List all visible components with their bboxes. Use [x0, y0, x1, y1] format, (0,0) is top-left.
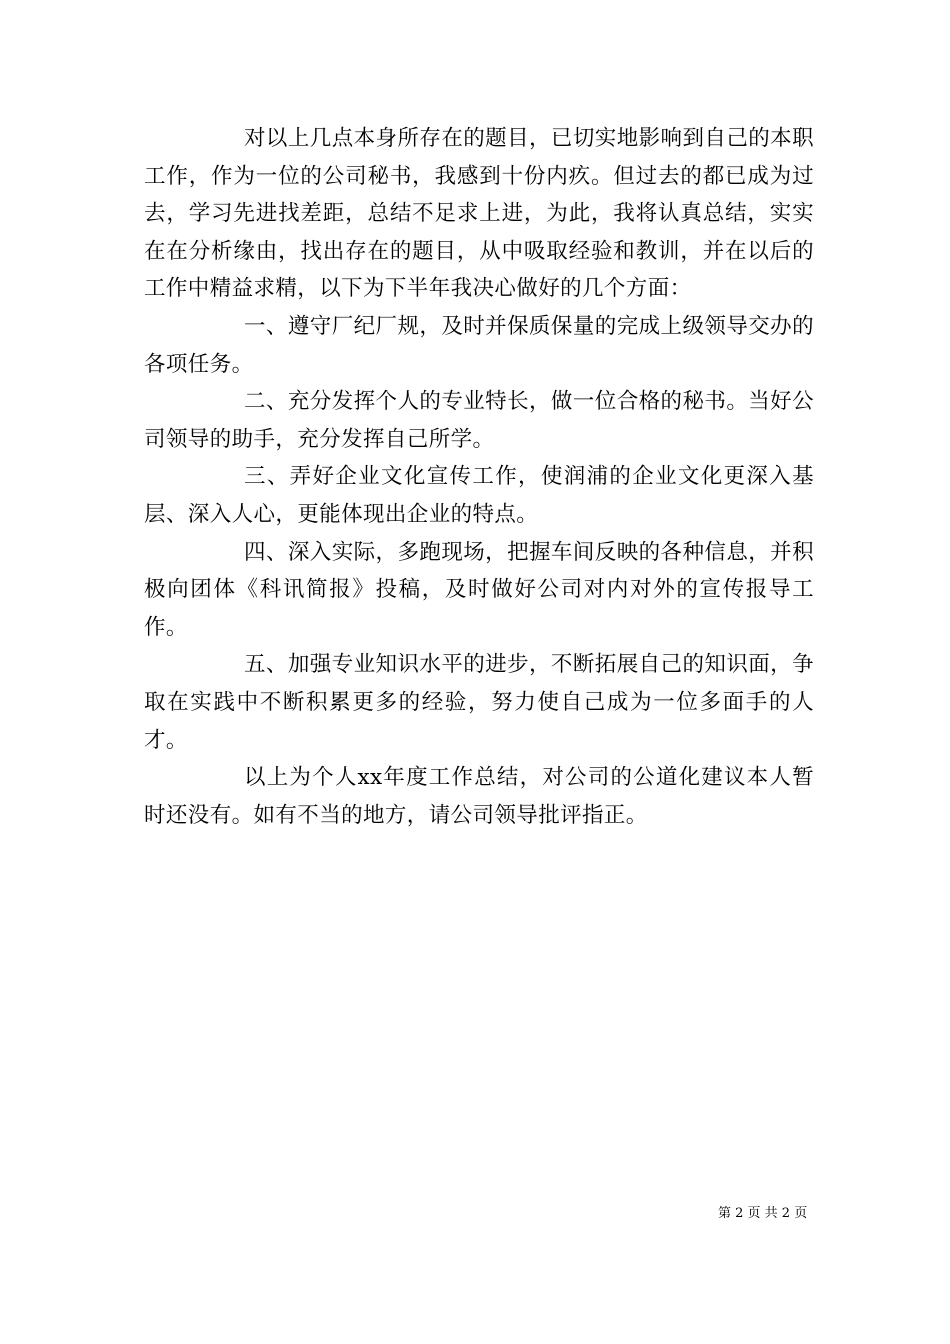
document-body — [144, 120, 814, 834]
paragraph-item-1: 一、遵守厂纪厂规，及时并保质保量的完成上级领导交办的各项任务。 — [144, 313, 814, 377]
paragraph-intro: 对以上几点本身所存在的题目，已切实地影响到自己的本职工作，作为一位的公司秘书，我感到十份内疚。但过去的都已成为过去，学习先进找差距，总结不足求上进，为此，我将认真总结，实实在在分析缘由，找出存在的题目，从中吸取经验和教训，并在以后的工作中精益求精，以下为下半年我决心做好的几个方面： — [144, 126, 814, 302]
paragraph-item-2: 二、充分发挥个人的专业特长，做一位合格的秘书。当好公司领导的助手，充分发挥自己所学。 — [144, 389, 814, 452]
paragraph-conclusion: 以上为个人xx年度工作总结，对公司的公道化建议本人暂时还没有。如有不当的地方，请公司领导批评指正。 — [144, 765, 814, 828]
page-number-footer: 第 2 页 共 2 页 — [718, 1206, 808, 1221]
paragraph-item-3: 三、弄好企业文化宣传工作，使润浦的企业文化更深入基层、深入人心，更能体现出企业的特点。 — [144, 464, 814, 527]
paragraph-item-5: 五、加强专业知识水平的进步，不断拓展自己的知识面，争取在实践中不断积累更多的经验，努力使自己成为一位多面手的人才。 — [144, 652, 814, 753]
paragraph-item-4: 四、深入实际，多跑现场，把握车间反映的各种信息，并积极向团体《科讯简报》投稿，及时做好公司对内对外的宣传报导工作。 — [144, 539, 814, 640]
